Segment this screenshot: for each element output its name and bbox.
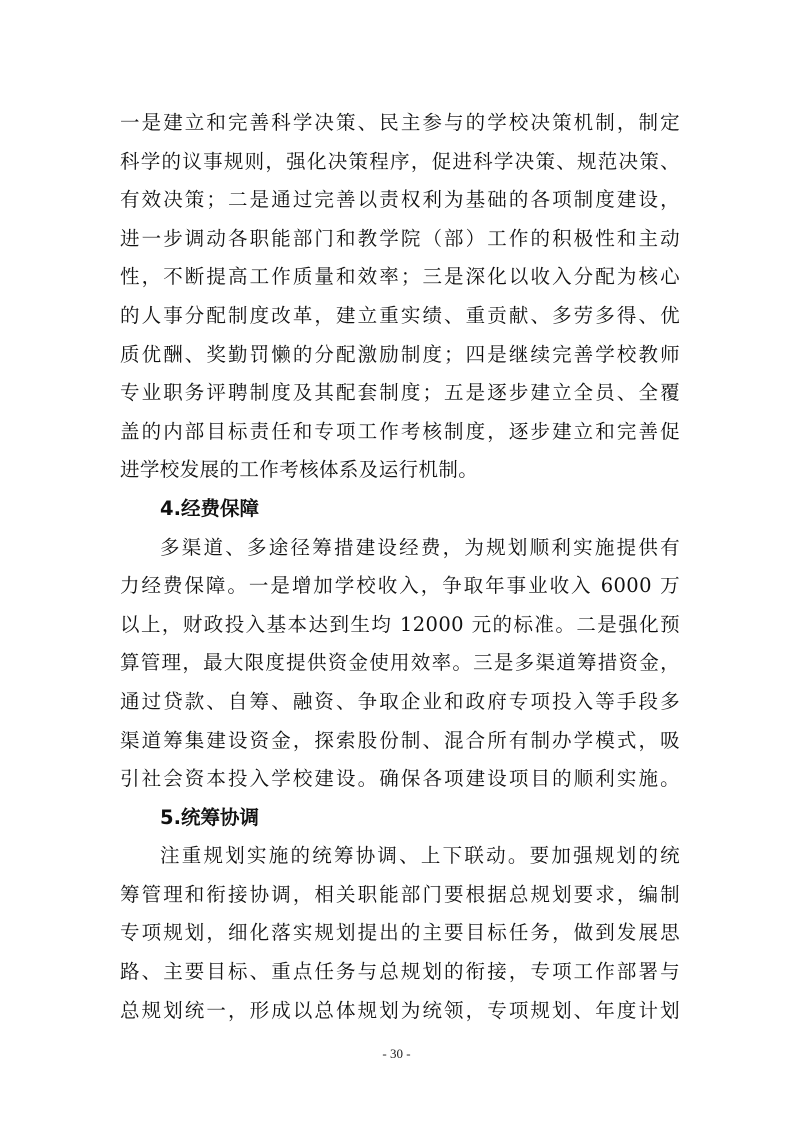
- paragraph-line: 进学校发展的工作考核体系及运行机制。: [120, 458, 479, 482]
- paragraph-line: 以上，财政投入基本达到生均 12000 元的标准。二是强化预: [120, 612, 680, 636]
- paragraph-line: 总规划统一，形成以总体规划为统领，专项规划、年度计划: [120, 998, 680, 1022]
- paragraph-line: 引社会资本投入学校建设。确保各项建设项目的顺利实施。: [120, 767, 680, 791]
- paragraph-line: 一是建立和完善科学决策、民主参与的学校决策机制，制定: [120, 111, 680, 134]
- paragraph-line: 力经费保障。一是增加学校收入，争取年事业收入 6000 万: [120, 574, 680, 598]
- paragraph-line: 质优酬、奖勤罚懒的分配激励制度；四是继续完善学校教师: [120, 342, 680, 366]
- section-heading-coordination: 5.统筹协调: [160, 805, 259, 829]
- paragraph-line: 有效决策；二是通过完善以责权利为基础的各项制度建设，: [120, 188, 680, 212]
- page-number: - 30 -: [382, 1046, 411, 1061]
- paragraph-line: 路、主要目标、重点任务与总规划的衔接，专项工作部署与: [120, 960, 680, 984]
- paragraph-line: 渠道筹集建设资金，探索股份制、混合所有制办学模式，吸: [120, 728, 680, 752]
- paragraph-line: 专项规划，细化落实规划提出的主要目标任务，做到发展思: [120, 921, 680, 945]
- paragraph-line: 通过贷款、自筹、融资、争取企业和政府专项投入等手段多: [120, 689, 680, 713]
- paragraph-line: 科学的议事规则，强化决策程序，促进科学决策、规范决策、: [120, 149, 680, 173]
- paragraph-line: 进一步调动各职能部门和教学院（部）工作的积极性和主动: [120, 226, 680, 250]
- paragraph-line: 多渠道、多途径筹措建设经费，为规划顺利实施提供有: [160, 535, 680, 559]
- paragraph-line: 的人事分配制度改革，建立重实绩、重贡献、多劳多得、优: [120, 303, 680, 327]
- paragraph-line: 性，不断提高工作质量和效率；三是深化以收入分配为核心: [120, 265, 680, 289]
- paragraph-line: 注重规划实施的统筹协调、上下联动。要加强规划的统: [160, 844, 680, 868]
- paragraph-line: 筹管理和衔接协调，相关职能部门要根据总规划要求，编制: [120, 882, 680, 906]
- paragraph-line: 算管理，最大限度提供资金使用效率。三是多渠道筹措资金，: [120, 651, 680, 675]
- paragraph-line: 盖的内部目标责任和专项工作考核制度，逐步建立和完善促: [120, 419, 680, 443]
- page-content: [120, 104, 680, 1030]
- paragraph-line: 专业职务评聘制度及其配套制度；五是逐步建立全员、全覆: [120, 381, 680, 405]
- section-heading-funding: 4.经费保障: [160, 496, 259, 520]
